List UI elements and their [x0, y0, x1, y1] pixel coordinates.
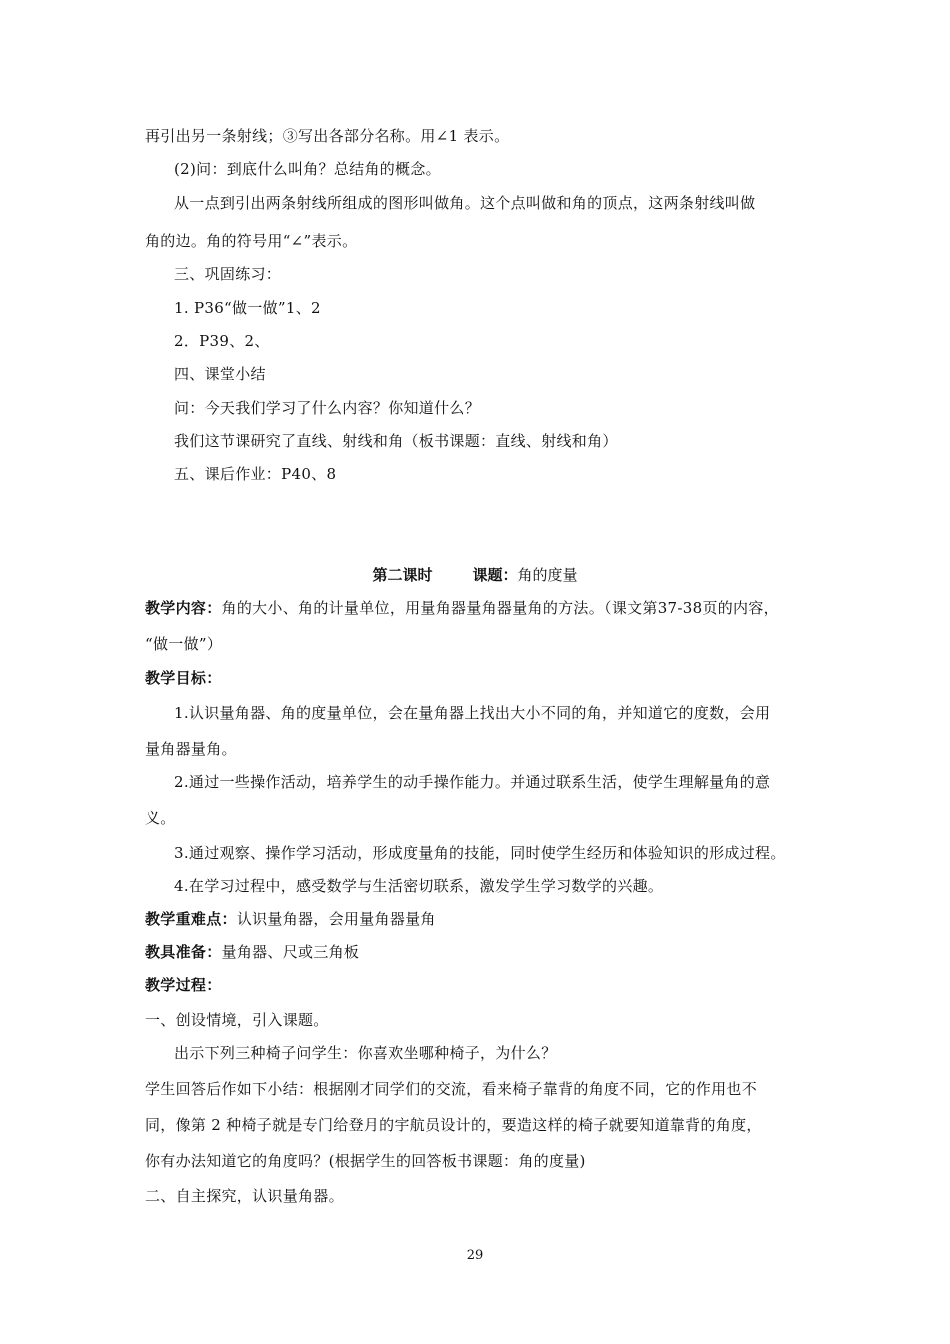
- content-text: 角的大小、角的计量单位，用量角器量角器量角的方法。（课文第37-38页的内容，: [221, 599, 779, 617]
- key-points-label: 教学重难点：: [145, 910, 237, 928]
- text-line: 一、创设情境，引入课题。: [145, 1011, 329, 1029]
- text-line: 我们这节课研究了直线、射线和角（板书课题：直线、射线和角）: [174, 432, 618, 450]
- content-line: [145, 598, 779, 618]
- text-line: 从一点到引出两条射线所组成的图形叫做角。这个点叫做和角的顶点，这两条射线叫做: [174, 194, 756, 212]
- text-line: 同，像第 2 种椅子就是专门给登月的宇航员设计的，要造这样的椅子就要知道靠背的角度，: [145, 1116, 762, 1134]
- text-line: 三、巩固练习：: [174, 265, 282, 283]
- tools-line: [145, 942, 359, 962]
- lesson-topic: 角的度量: [517, 566, 578, 584]
- text-line: “做一做”）: [145, 635, 223, 653]
- text-line: 义。: [145, 809, 176, 827]
- process-label: 教学过程：: [145, 976, 222, 994]
- content-label: 教学内容：: [145, 599, 222, 617]
- text-line: 2．P39、2、: [174, 332, 270, 350]
- text-line: 学生回答后作如下小结：根据刚才同学们的交流，看来椅子靠背的角度不同，它的作用也不: [145, 1080, 758, 1098]
- text-line: 3.通过观察、操作学习活动，形成度量角的技能，同时使学生经历和体验知识的形成过程。: [174, 844, 786, 862]
- lesson-topic-label: 课题：: [472, 566, 518, 584]
- text-line: 1.认识量角器、角的度量单位，会在量角器上找出大小不同的角，并知道它的度数，会用: [174, 704, 771, 722]
- lesson-period: 第二课时: [372, 566, 433, 584]
- tools-label: 教具准备：: [145, 943, 222, 961]
- text-line: 4.在学习过程中，感受数学与生活密切联系，激发学生学习数学的兴趣。: [174, 877, 664, 895]
- text-line: 二、自主探究，认识量角器。: [145, 1187, 344, 1205]
- text-line: 四、课堂小结: [174, 365, 266, 383]
- text-line: 1. P36“做一做”1、2: [174, 299, 321, 317]
- goals-label: 教学目标：: [145, 669, 222, 687]
- text-line: 再引出另一条射线；③写出各部分名称。用∠1 表示。: [145, 127, 510, 145]
- text-line: 量角器量角。: [145, 740, 237, 758]
- key-points-text: 认识量角器，会用量角器量角: [236, 910, 436, 928]
- text-line: 你有办法知道它的角度吗？(根据学生的回答板书课题：角的度量): [145, 1152, 586, 1170]
- text-line: 五、课后作业：P40、8: [174, 465, 337, 483]
- lesson-title: [0, 565, 950, 585]
- text-line: 角的边。角的符号用“∠”表示。: [145, 232, 358, 250]
- key-points-line: [145, 909, 436, 929]
- tools-text: 量角器、尺或三角板: [221, 943, 360, 961]
- text-line: (2)问：到底什么叫角？总结角的概念。: [174, 160, 441, 178]
- text-line: 问：今天我们学习了什么内容？你知道什么？: [174, 399, 481, 417]
- text-line: 2.通过一些操作活动，培养学生的动手操作能力。并通过联系生活，使学生理解量角的意: [174, 773, 771, 791]
- page-number: 29: [466, 1248, 484, 1263]
- text-line: 出示下列三种椅子问学生：你喜欢坐哪种椅子，为什么？: [174, 1044, 557, 1062]
